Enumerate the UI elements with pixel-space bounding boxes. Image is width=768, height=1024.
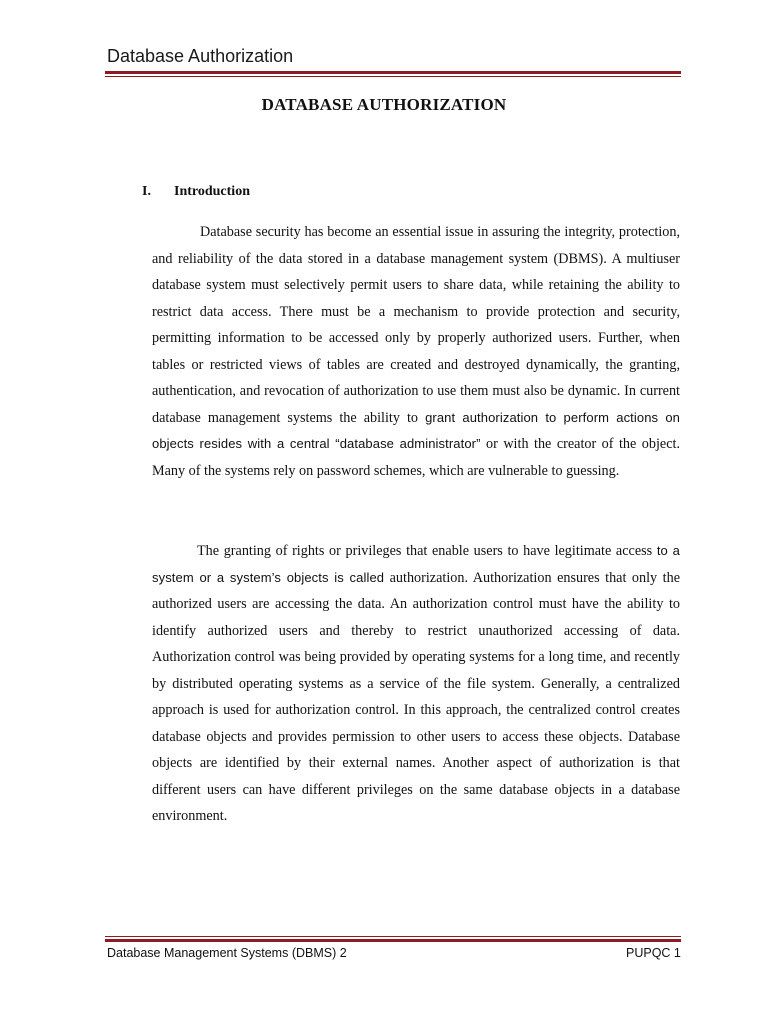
paragraph-2-text-a: The granting of rights or privileges that enable users to have legitimate access xyxy=(197,543,653,559)
document-title: DATABASE AUTHORIZATION xyxy=(261,95,507,114)
section-number: I. xyxy=(142,184,151,199)
section-title: Introduction xyxy=(174,184,250,199)
footer-rule-thin xyxy=(105,936,681,937)
paragraph-1-text-c: or with the creator of the object. Many of the systems rely on password schemes, which are vulnerable to guessing. xyxy=(152,436,681,479)
section-heading xyxy=(142,184,250,200)
header-rule-thick xyxy=(105,71,681,74)
paragraph-2-text-b: to a system or a system’s objects is called xyxy=(152,543,681,585)
header-rule-thin xyxy=(105,76,681,77)
footer-rule-thick xyxy=(105,939,681,942)
paragraph-1-text-b: grant authorization to perform actions on objects resides with a central “database administrator” xyxy=(152,409,680,451)
paragraph-intro-2 xyxy=(152,538,680,830)
paragraph-intro-1 xyxy=(152,219,680,484)
footer-course: Database Management Systems (DBMS) 2 xyxy=(107,946,347,960)
footer-page-number: PUPQC 1 xyxy=(626,946,681,960)
paragraph-2-text-c: authorization. Authorization ensures that only the authorized users are accessing the data. An authorization control must have the ability to identify authorized users and thereby to restrict unauthorized accessing of data. Authorization control was being provided by operating systems for a long time, and recently by distributed operating systems as a service of the file system. Generally, a centralized approach is used for authorization control. In this approach, the centralized control creates database objects and provides permission to other users to access these objects. Database objects are identified by their external names. Another aspect of authorization is that different users can have different privileges on the same database objects in a database environment. xyxy=(152,569,680,824)
paragraph-1-text-a: Database security has become an essential issue in assuring the integrity, protection, and reliability of the data stored in a database management system (DBMS). A multiuser database system must selectively permit users to share data, while retaining the ability to restrict data access. There must be a mechanism to provide protection and security, permitting information to be accessed only by properly authorized users. Further, when tables or restricted views of tables are created and destroyed dynamically, the granting, authentication, and revocation of authorization to use them must also be dynamic. In current database management systems the ability to xyxy=(152,224,680,426)
running-header: Database Authorization xyxy=(107,46,294,66)
